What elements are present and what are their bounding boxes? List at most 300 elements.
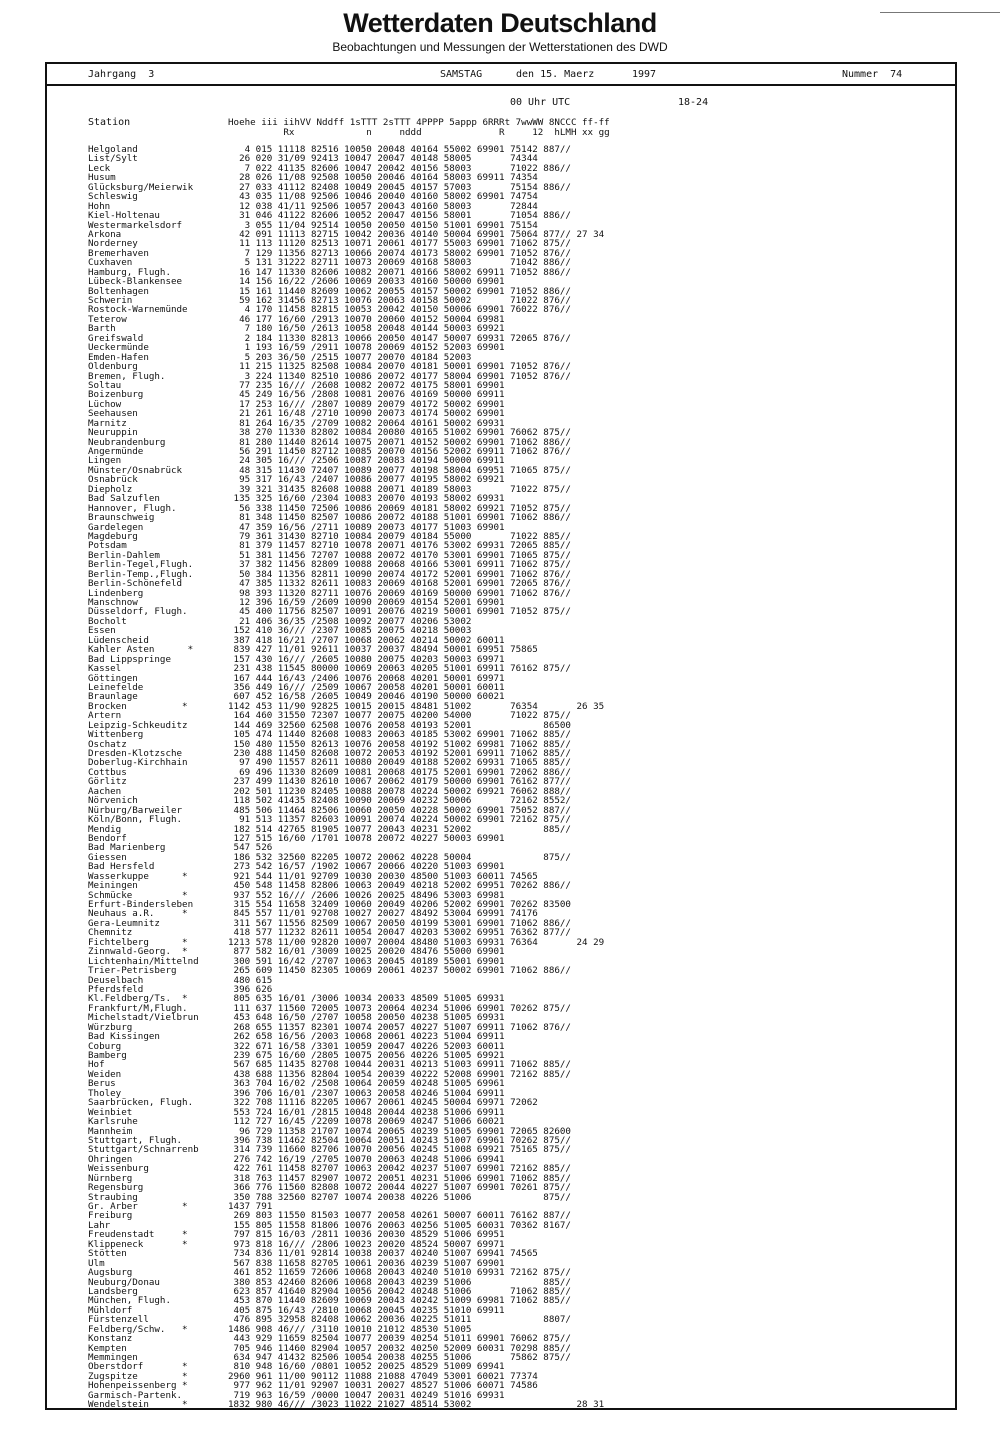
station-data: 155 805 11558 81806 10076 20063 40256 51005 60031 70362 8167/ <box>228 1219 571 1231</box>
station-data: 14 156 16/22 /2606 10069 20033 40160 50000 69901 <box>228 276 505 288</box>
station-name: Angermünde <box>88 447 144 457</box>
frame-top-rule <box>45 62 957 64</box>
table-row <box>88 983 273 995</box>
station-name: Wittenberg <box>88 730 144 740</box>
table-row <box>88 1078 505 1090</box>
station-data: 50 384 11356 82811 10090 20074 40172 52001 69901 71062 876// <box>228 568 571 580</box>
station-name: Klippeneck * <box>88 1239 188 1250</box>
station-data: 921 544 11/01 92709 10030 20030 48500 51003 60011 74565 <box>228 870 538 882</box>
station-name: Barth <box>88 324 116 334</box>
station-name: Nürnberg <box>88 1173 133 1184</box>
table-row <box>88 181 571 193</box>
station-data: 438 688 11356 82804 10054 20039 40222 52008 69901 72162 885// <box>228 1068 571 1080</box>
station-data: 322 671 16/58 /3301 10059 20047 40226 52003 60011 <box>228 1040 505 1052</box>
station-name: Münster/Osnabrück <box>88 465 183 476</box>
station-data: 422 761 11458 82707 10063 20042 40237 51007 69901 72162 885// <box>228 1163 571 1175</box>
table-row <box>88 342 505 354</box>
station-name: Potsdam <box>88 541 127 551</box>
station-data: 42 091 11113 82715 10042 20036 40140 50004 69901 75064 877// 27 34 <box>228 228 605 240</box>
station-data: 81 348 11450 82507 10086 20072 40188 51001 69901 71062 886// <box>228 512 571 524</box>
table-row <box>88 1106 505 1118</box>
station-data: 3 055 11/04 92514 10050 20050 40150 51001 69901 75154 <box>228 219 538 231</box>
station-name: Regensburg <box>88 1183 144 1193</box>
station-name: Berlin-Temp.,Flugh. <box>88 569 194 580</box>
table-row <box>88 1021 571 1033</box>
station-name: Norderney <box>88 239 138 249</box>
table-row <box>88 587 571 599</box>
station-name: Hof <box>88 1060 105 1070</box>
station-data: 77 235 16/// /2608 10082 20072 40175 58001 69901 <box>228 379 505 391</box>
code-columns-header: Hoehe iii iihVV Nddff 1sTTT 2sTTT 4PPPP 5appp 6RRRt 7wwWW 8NCCC ff-ff <box>228 117 610 128</box>
table-row <box>88 606 571 618</box>
table-row <box>88 210 571 222</box>
station-name: Marnitz <box>88 418 127 429</box>
station-name: Weiden <box>88 1069 122 1080</box>
station-data: 167 444 16/43 /2406 10076 20068 40201 50001 69971 <box>228 672 505 684</box>
station-data: 4 015 11118 82516 10050 20048 40164 55002 69901 75142 887// <box>228 144 571 155</box>
table-row <box>88 757 571 769</box>
station-name: Düsseldorf, Flugh. <box>88 607 188 617</box>
station-data: 26 020 31/09 92413 10047 20047 40148 58005 74344 <box>228 153 538 165</box>
station-data: 315 554 11658 32409 10060 20049 40206 52002 69901 70262 83500 <box>228 899 571 910</box>
station-name: Mendig <box>88 824 122 834</box>
station-data: 314 739 11660 82706 10070 20056 40245 51008 69921 75165 875// <box>228 1144 571 1156</box>
station-name: Pferdsfeld <box>88 984 144 995</box>
table-row <box>88 729 571 741</box>
station-data: 15 161 11440 82609 10062 20055 40157 50002 69901 71052 886// <box>228 285 571 297</box>
station-data: 567 685 11435 82708 10044 20031 40213 51003 69911 71062 885// <box>228 1059 571 1071</box>
station-data: 350 788 32560 82707 10074 20038 40226 51006 875// <box>228 1191 571 1203</box>
station-data: 164 460 31550 72307 10077 20075 40200 54000 71022 875// <box>228 710 571 722</box>
station-name: Kahler Asten * <box>88 645 194 655</box>
table-row <box>88 1002 571 1014</box>
station-data: 17 253 16/// /2807 10089 20079 40172 50002 69901 <box>228 398 505 410</box>
station-data: 37 382 11456 82809 10088 20068 40166 53001 69911 71062 875// <box>228 559 571 571</box>
table-row <box>88 247 571 259</box>
table-row <box>88 625 472 637</box>
table-row <box>88 1182 571 1194</box>
table-row <box>88 785 571 797</box>
station-name: Arkona <box>88 229 122 240</box>
station-data: 112 727 16/45 /2209 10078 20069 40247 51006 60021 <box>228 1116 505 1128</box>
table-row <box>88 1238 505 1250</box>
station-data: 135 325 16/60 /2304 10083 20070 40193 58002 69931 <box>228 493 505 505</box>
table-row <box>88 993 505 1005</box>
table-row <box>88 908 538 920</box>
station-name: Ueckermünde <box>88 343 149 353</box>
station-data: 839 427 11/01 92611 10037 20037 48494 50001 69951 75865 <box>228 644 538 656</box>
table-row <box>88 238 571 250</box>
station-name: Kempten <box>88 1343 127 1354</box>
station-name: Schwerin <box>88 296 133 306</box>
station-name: Leipzig-Schkeuditz <box>88 720 188 731</box>
station-data: 96 729 11358 21707 10074 20065 40239 51005 69901 72065 82600 <box>228 1125 571 1137</box>
station-name: Frankfurt/M,Flugh. <box>88 1003 188 1014</box>
station-name: Deuselbach <box>88 975 144 985</box>
table-row <box>88 710 571 722</box>
table-row <box>88 455 505 467</box>
station-name: Westermarkelsdorf <box>88 220 183 230</box>
station-name: Greifswald <box>88 333 144 344</box>
table-row <box>88 1191 571 1203</box>
station-name: Zinnwald-Georg. * <box>88 947 188 957</box>
station-data: 12 396 16/59 /2609 10090 20069 40154 52001 69901 <box>228 597 505 608</box>
table-row <box>88 144 571 155</box>
table-row <box>88 1399 605 1411</box>
station-name: Weinbiet <box>88 1107 133 1118</box>
station-name: Cottbus <box>88 767 127 778</box>
station-name: Rostock-Warnemünde <box>88 305 188 315</box>
station-data: 269 803 11550 81503 10077 20058 40261 50007 60011 76162 887// <box>228 1210 571 1222</box>
page-subtitle: Beobachtungen und Messungen der Wetterstationen des DWD <box>332 40 668 54</box>
station-data: 95 317 16/43 /2407 10086 20077 40195 58002 69921 <box>228 474 505 486</box>
station-data: 453 870 11440 82609 10069 20043 40242 51009 69981 71062 885// <box>228 1295 571 1307</box>
station-data: 21 406 36/35 /2508 10092 20077 40206 53002 <box>228 615 472 627</box>
station-name: Braunlage <box>88 692 138 702</box>
station-data: 1437 791 <box>228 1201 273 1212</box>
table-row <box>88 408 505 420</box>
station-name: Lingen <box>88 456 122 466</box>
table-row <box>88 1257 505 1269</box>
station-name: Göttingen <box>88 673 138 683</box>
station-name: Nörvenich <box>88 796 138 806</box>
station-name: Lüdenscheid <box>88 635 149 646</box>
table-row <box>88 304 571 316</box>
station-data: 127 515 16/60 /1701 10078 20072 40227 50003 69901 <box>228 832 505 844</box>
station-name: Giessen <box>88 852 127 863</box>
station-name: Leck <box>88 163 111 174</box>
station-data: 21 261 16/48 /2710 10090 20073 40174 50002 69901 <box>228 408 505 420</box>
station-data: 24 305 16/// /2506 10087 20083 40194 50000 69911 <box>228 455 505 467</box>
table-row <box>88 842 273 854</box>
table-row <box>88 1012 505 1024</box>
station-name: Lüchow <box>88 399 122 410</box>
station-data: 2 184 11330 82813 10066 20050 40147 50007 69931 72065 876// <box>228 332 571 344</box>
table-row <box>88 1229 505 1241</box>
table-row <box>88 191 538 203</box>
station-name: Bad Salzuflen <box>88 494 160 504</box>
frame-left-rule <box>45 62 47 1408</box>
station-name: Mühldorf <box>88 1305 133 1316</box>
station-name: Magdeburg <box>88 531 138 542</box>
station-data: 547 526 <box>228 842 273 854</box>
station-data: 144 469 32560 62508 10076 20058 40193 52001 86500 <box>228 719 571 731</box>
table-row <box>88 436 571 448</box>
station-data: 461 852 11659 72606 10068 20043 40240 51010 69931 72162 875// <box>228 1267 571 1279</box>
station-data: 366 776 11560 82808 10072 20044 40227 51007 69901 70261 875// <box>228 1182 571 1194</box>
station-data: 79 361 31430 82710 10084 20079 40184 55000 71022 885// <box>228 530 571 542</box>
table-row <box>88 946 505 958</box>
table-row <box>88 1040 505 1052</box>
station-name: Cuxhaven <box>88 258 133 268</box>
station-data: 45 249 16/56 /2808 10081 20076 40169 50000 69911 <box>228 389 505 401</box>
station-name: Freiburg <box>88 1211 133 1221</box>
table-row <box>88 285 571 297</box>
station-data: 1 193 16/59 /2911 10078 20069 40152 52003 69901 <box>228 342 505 354</box>
table-row <box>88 955 505 967</box>
table-row <box>88 257 571 269</box>
table-row <box>88 1172 571 1184</box>
station-name: Aachen <box>88 786 122 797</box>
table-row <box>88 927 571 939</box>
table-row <box>88 1285 571 1297</box>
station-data: 56 291 11450 82712 10085 20070 40156 52002 69911 71062 876// <box>228 446 571 457</box>
station-name: Konstanz <box>88 1334 133 1344</box>
station-data: 797 815 16/03 /2811 10036 20030 48529 51006 69951 <box>228 1229 505 1241</box>
table-row <box>88 1295 571 1307</box>
table-row <box>88 766 571 778</box>
table-row <box>88 738 571 750</box>
station-data: 81 280 11440 82614 10075 20071 40152 50002 69901 71062 886// <box>228 436 571 448</box>
station-name: Seehausen <box>88 409 138 419</box>
station-data: 47 385 11332 82611 10083 20069 40168 52001 69901 72065 876// <box>228 578 571 590</box>
table-row <box>88 332 571 344</box>
table-row <box>88 870 538 882</box>
jahrgang-label: Jahrgang 3 <box>88 69 155 80</box>
table-row <box>88 691 505 703</box>
station-name: Bad Hersfeld <box>88 862 155 872</box>
station-data: 38 270 11330 82802 10084 20080 40165 51002 69901 76062 875// <box>228 427 571 439</box>
table-row <box>88 936 605 948</box>
station-data: 43 035 11/08 92506 10046 20040 40160 58002 69901 74754 <box>228 191 538 203</box>
station-name: Weissenburg <box>88 1164 149 1174</box>
station-table <box>88 144 605 1411</box>
table-row <box>88 1125 571 1137</box>
table-row <box>88 1352 571 1363</box>
observation-time-label: 00 Uhr UTC <box>510 97 571 108</box>
table-row <box>88 634 505 646</box>
frame-right-rule <box>955 62 957 1408</box>
table-row <box>88 389 505 401</box>
table-row <box>88 1087 505 1099</box>
issue-number-label: Nummer 74 <box>842 69 903 80</box>
station-name: Mannheim <box>88 1126 133 1136</box>
station-name: Saarbrücken, Flugh. <box>88 1098 194 1108</box>
table-row <box>88 1031 505 1043</box>
table-row <box>88 153 538 165</box>
station-data: 810 948 16/60 /0801 10052 20025 48529 51009 69941 <box>228 1361 505 1373</box>
station-data: 11 113 11120 82513 10071 20061 40177 55003 69901 71062 875// <box>228 238 571 250</box>
station-name: Hamburg, Flugh. <box>88 267 171 278</box>
table-row <box>88 172 538 184</box>
station-data: 877 582 16/01 /3009 10025 20020 48476 55000 69901 <box>228 946 505 958</box>
station-name: Bremerhaven <box>88 248 149 259</box>
station-data: 405 875 16/43 /2810 10068 20045 40235 51010 69911 <box>228 1304 505 1316</box>
station-name: Stuttgart/Schnarrenb <box>88 1145 199 1155</box>
table-row <box>88 483 571 495</box>
station-data: 2960 961 11/00 90112 11088 21088 47049 53001 60021 77374 <box>228 1370 538 1382</box>
table-row <box>88 776 571 788</box>
station-data: 450 548 11458 82806 10063 20049 40218 52002 69951 70262 886// <box>228 880 571 892</box>
table-row <box>88 795 571 807</box>
station-data: 111 637 11560 72005 10073 20064 40234 51006 69901 70262 875// <box>228 1002 571 1014</box>
station-name: Trier-Petrisberg <box>88 966 177 976</box>
station-data: 12 038 41/11 92506 10057 20043 40160 58003 72844 <box>228 200 538 212</box>
table-row <box>88 1276 571 1288</box>
station-data: 300 591 16/42 /2707 10063 20045 40189 55001 69901 <box>228 955 505 967</box>
station-data: 634 947 41432 82506 10054 20038 40255 51006 75862 875// <box>228 1352 571 1363</box>
station-data: 157 430 16/// /2605 10080 20075 40203 50003 69971 <box>228 653 505 665</box>
station-data: 59 162 31456 82713 10076 20063 40158 50002 71022 876// <box>228 295 571 306</box>
station-name: Augsburg <box>88 1268 133 1278</box>
table-row <box>88 1097 538 1109</box>
weekday-label: SAMSTAG <box>440 69 483 80</box>
table-row <box>88 502 571 514</box>
table-row <box>88 823 571 835</box>
station-data: 31 046 41122 82606 10052 20047 40156 58001 71054 886// <box>228 210 571 222</box>
table-row <box>88 748 571 759</box>
station-data: 443 929 11659 82504 10077 20039 40254 51011 69901 76062 875// <box>228 1333 571 1345</box>
table-row <box>88 672 505 684</box>
table-row <box>88 917 571 929</box>
table-row <box>88 1380 538 1392</box>
station-name: Ulm <box>88 1258 105 1269</box>
table-row <box>88 493 505 505</box>
table-row <box>88 540 571 552</box>
table-row <box>88 361 571 373</box>
station-name: Hohn <box>88 201 111 212</box>
station-data: 202 501 11230 82405 10088 20078 40224 50002 69921 76062 888// <box>228 785 571 797</box>
station-name: Karlsruhe <box>88 1117 138 1127</box>
station-name: Gardelegen <box>88 522 144 532</box>
station-data: 480 615 <box>228 974 273 986</box>
station-name: Artern <box>88 711 122 721</box>
table-row <box>88 379 505 391</box>
station-name: Zugspitze * <box>88 1371 188 1382</box>
station-data: 387 418 16/21 /2707 10068 20062 40214 50002 60011 <box>228 634 505 646</box>
station-data: 152 410 36/// /2307 10085 20075 40218 50003 <box>228 625 472 637</box>
station-data: 705 946 11460 82904 10057 20032 40250 52009 60031 70298 885// <box>228 1342 571 1354</box>
station-name: Boltenhagen <box>88 286 149 297</box>
station-name: Diepholz <box>88 484 133 495</box>
station-name: Meiningen <box>88 881 138 891</box>
station-name: Hohenpeissenberg * <box>88 1381 188 1391</box>
station-data: 11 215 11325 82508 10084 20070 40181 50001 69901 71052 876// <box>228 361 571 373</box>
station-data: 118 502 41435 82408 10090 20069 40232 50006 72162 8552/ <box>228 795 571 807</box>
station-name: Brocken * <box>88 701 188 712</box>
station-data: 607 452 16/58 /2605 10049 20046 40190 50000 60021 <box>228 691 505 703</box>
table-row <box>88 832 505 844</box>
station-name: Freudenstadt * <box>88 1230 188 1240</box>
station-data: 4 170 11458 82815 10053 20042 40150 50006 69901 76022 876// <box>228 304 571 316</box>
table-row <box>88 1068 571 1080</box>
station-data: 16 147 11330 82606 10082 20071 40166 58002 69911 71052 886// <box>228 266 571 278</box>
station-data: 553 724 16/01 /2815 10048 20044 40238 51006 69911 <box>228 1106 505 1118</box>
station-data: 7 180 16/50 /2613 10058 20048 40144 50003 69921 <box>228 323 505 335</box>
table-row <box>88 1116 505 1128</box>
station-data: 1213 578 11/00 92820 10007 20004 48480 51003 69931 76364 24 29 <box>228 936 605 948</box>
station-name: Coburg <box>88 1041 122 1052</box>
station-name: Bad Kissingen <box>88 1032 160 1042</box>
station-data: 311 567 11556 82509 10067 20050 40199 53001 69901 71062 886// <box>228 917 571 929</box>
station-name: Würzburg <box>88 1022 133 1033</box>
station-data: 273 542 16/57 /1902 10067 20066 40220 51003 69901 <box>228 861 505 873</box>
table-row <box>88 1389 505 1401</box>
table-row <box>88 700 605 712</box>
station-data: 356 449 16/// /2509 10067 20058 40201 50001 60011 <box>228 681 505 693</box>
year-label: 1997 <box>632 69 657 80</box>
station-data: 39 321 31435 82608 10088 20071 40189 58003 71022 875// <box>228 483 571 495</box>
station-name: Oberstdorf * <box>88 1362 188 1372</box>
station-data: 453 648 16/50 /2707 10058 20050 40238 51005 69931 <box>228 1012 505 1024</box>
station-name: Doberlug-Kirchhain <box>88 758 188 768</box>
table-row <box>88 1219 571 1231</box>
table-row <box>88 804 571 816</box>
station-name: Schmücke * <box>88 890 188 901</box>
table-row <box>88 681 505 693</box>
station-data: 262 658 16/56 /2003 10068 20061 40223 51004 69911 <box>228 1031 505 1043</box>
station-name: Landsberg <box>88 1286 138 1297</box>
station-name: Lichtenhain/Mittelnd <box>88 956 199 967</box>
station-name: Chemnitz <box>88 928 133 938</box>
station-name: Gera-Leumnitz <box>88 918 160 929</box>
table-row <box>88 597 505 608</box>
station-data: 322 708 11116 82205 10067 20061 40245 50004 69971 72062 <box>228 1097 538 1109</box>
table-row <box>88 1134 571 1146</box>
station-name: Kl.Feldberg/Ts. * <box>88 994 188 1004</box>
station-data: 268 655 11357 82301 10074 20057 40227 51007 69911 71062 876// <box>228 1021 571 1033</box>
station-data: 7 022 41135 82606 10047 20042 40156 58003 71022 886// <box>228 162 571 174</box>
station-data: 239 675 16/60 /2805 10075 20056 40226 51005 69921 <box>228 1050 505 1061</box>
page-title: Wetterdaten Deutschland <box>343 8 657 38</box>
station-name: Köln/Bonn, Flugh. <box>88 815 183 825</box>
station-data: 476 895 32958 82408 10062 20036 40225 51011 8807/ <box>228 1314 571 1326</box>
station-name: Memmingen <box>88 1353 138 1363</box>
station-name: Neuruppin <box>88 428 138 438</box>
station-name: Fichtelberg * <box>88 937 188 948</box>
station-name: Neubrandenburg <box>88 437 166 448</box>
station-name: Kiel-Holtenau <box>88 211 160 221</box>
station-data: 1142 453 11/90 92825 10015 20015 48481 51002 76354 26 35 <box>228 700 605 712</box>
station-name: Oldenburg <box>88 362 138 372</box>
station-data: 1832 980 46/// /3023 11022 21027 48514 53002 28 31 <box>228 1399 605 1411</box>
station-name: Erfurt-Bindersleben <box>88 900 194 910</box>
station-data: 45 400 11756 82507 10091 20076 40219 50001 69901 71052 875// <box>228 606 571 618</box>
station-name: Berus <box>88 1079 116 1089</box>
station-data: 7 129 11356 82713 10066 20074 40173 58002 69901 71052 876// <box>228 247 571 259</box>
station-name: Bad Lippspringe <box>88 654 171 665</box>
table-row <box>88 1267 571 1279</box>
station-name: Wendelstein * <box>88 1400 188 1410</box>
station-data: 318 763 11457 82907 10072 20051 40231 51006 69901 71062 885// <box>228 1172 571 1184</box>
station-name: Manschnow <box>88 598 138 608</box>
table-row <box>88 370 571 382</box>
station-name: Feldberg/Schw. * <box>88 1324 188 1335</box>
station-data: 276 742 16/19 /2705 10070 20063 40248 51006 69941 <box>228 1153 505 1165</box>
station-name: Braunschweig <box>88 513 155 523</box>
table-row <box>88 313 505 325</box>
table-row <box>88 1163 571 1175</box>
table-row <box>88 1323 472 1335</box>
table-row <box>88 615 472 627</box>
station-name: Görlitz <box>88 777 127 787</box>
station-name: Helgoland <box>88 145 138 155</box>
table-row <box>88 549 571 561</box>
station-data: 47 359 16/56 /2711 10089 20073 40177 51003 69901 <box>228 521 505 533</box>
station-data: 81 379 11457 82710 10078 20071 40176 53002 69931 72065 885// <box>228 540 571 552</box>
station-data: 5 203 36/50 /2515 10077 20070 40184 52003 <box>228 351 472 363</box>
table-row <box>88 851 571 863</box>
station-data: 567 838 11658 82705 10061 20036 40239 51007 69901 <box>228 1257 505 1269</box>
table-row <box>88 1361 505 1373</box>
table-row <box>88 1342 571 1354</box>
station-name: Lahr <box>88 1220 111 1231</box>
station-data: 845 557 11/01 92708 10027 20027 48492 53004 69991 74176 <box>228 908 538 920</box>
station-data: 105 474 11440 82608 10083 20063 40185 53002 69901 71062 885// <box>228 729 571 741</box>
station-name: Bamberg <box>88 1051 127 1061</box>
station-column-header: Station <box>88 117 131 128</box>
table-row <box>88 1304 505 1316</box>
